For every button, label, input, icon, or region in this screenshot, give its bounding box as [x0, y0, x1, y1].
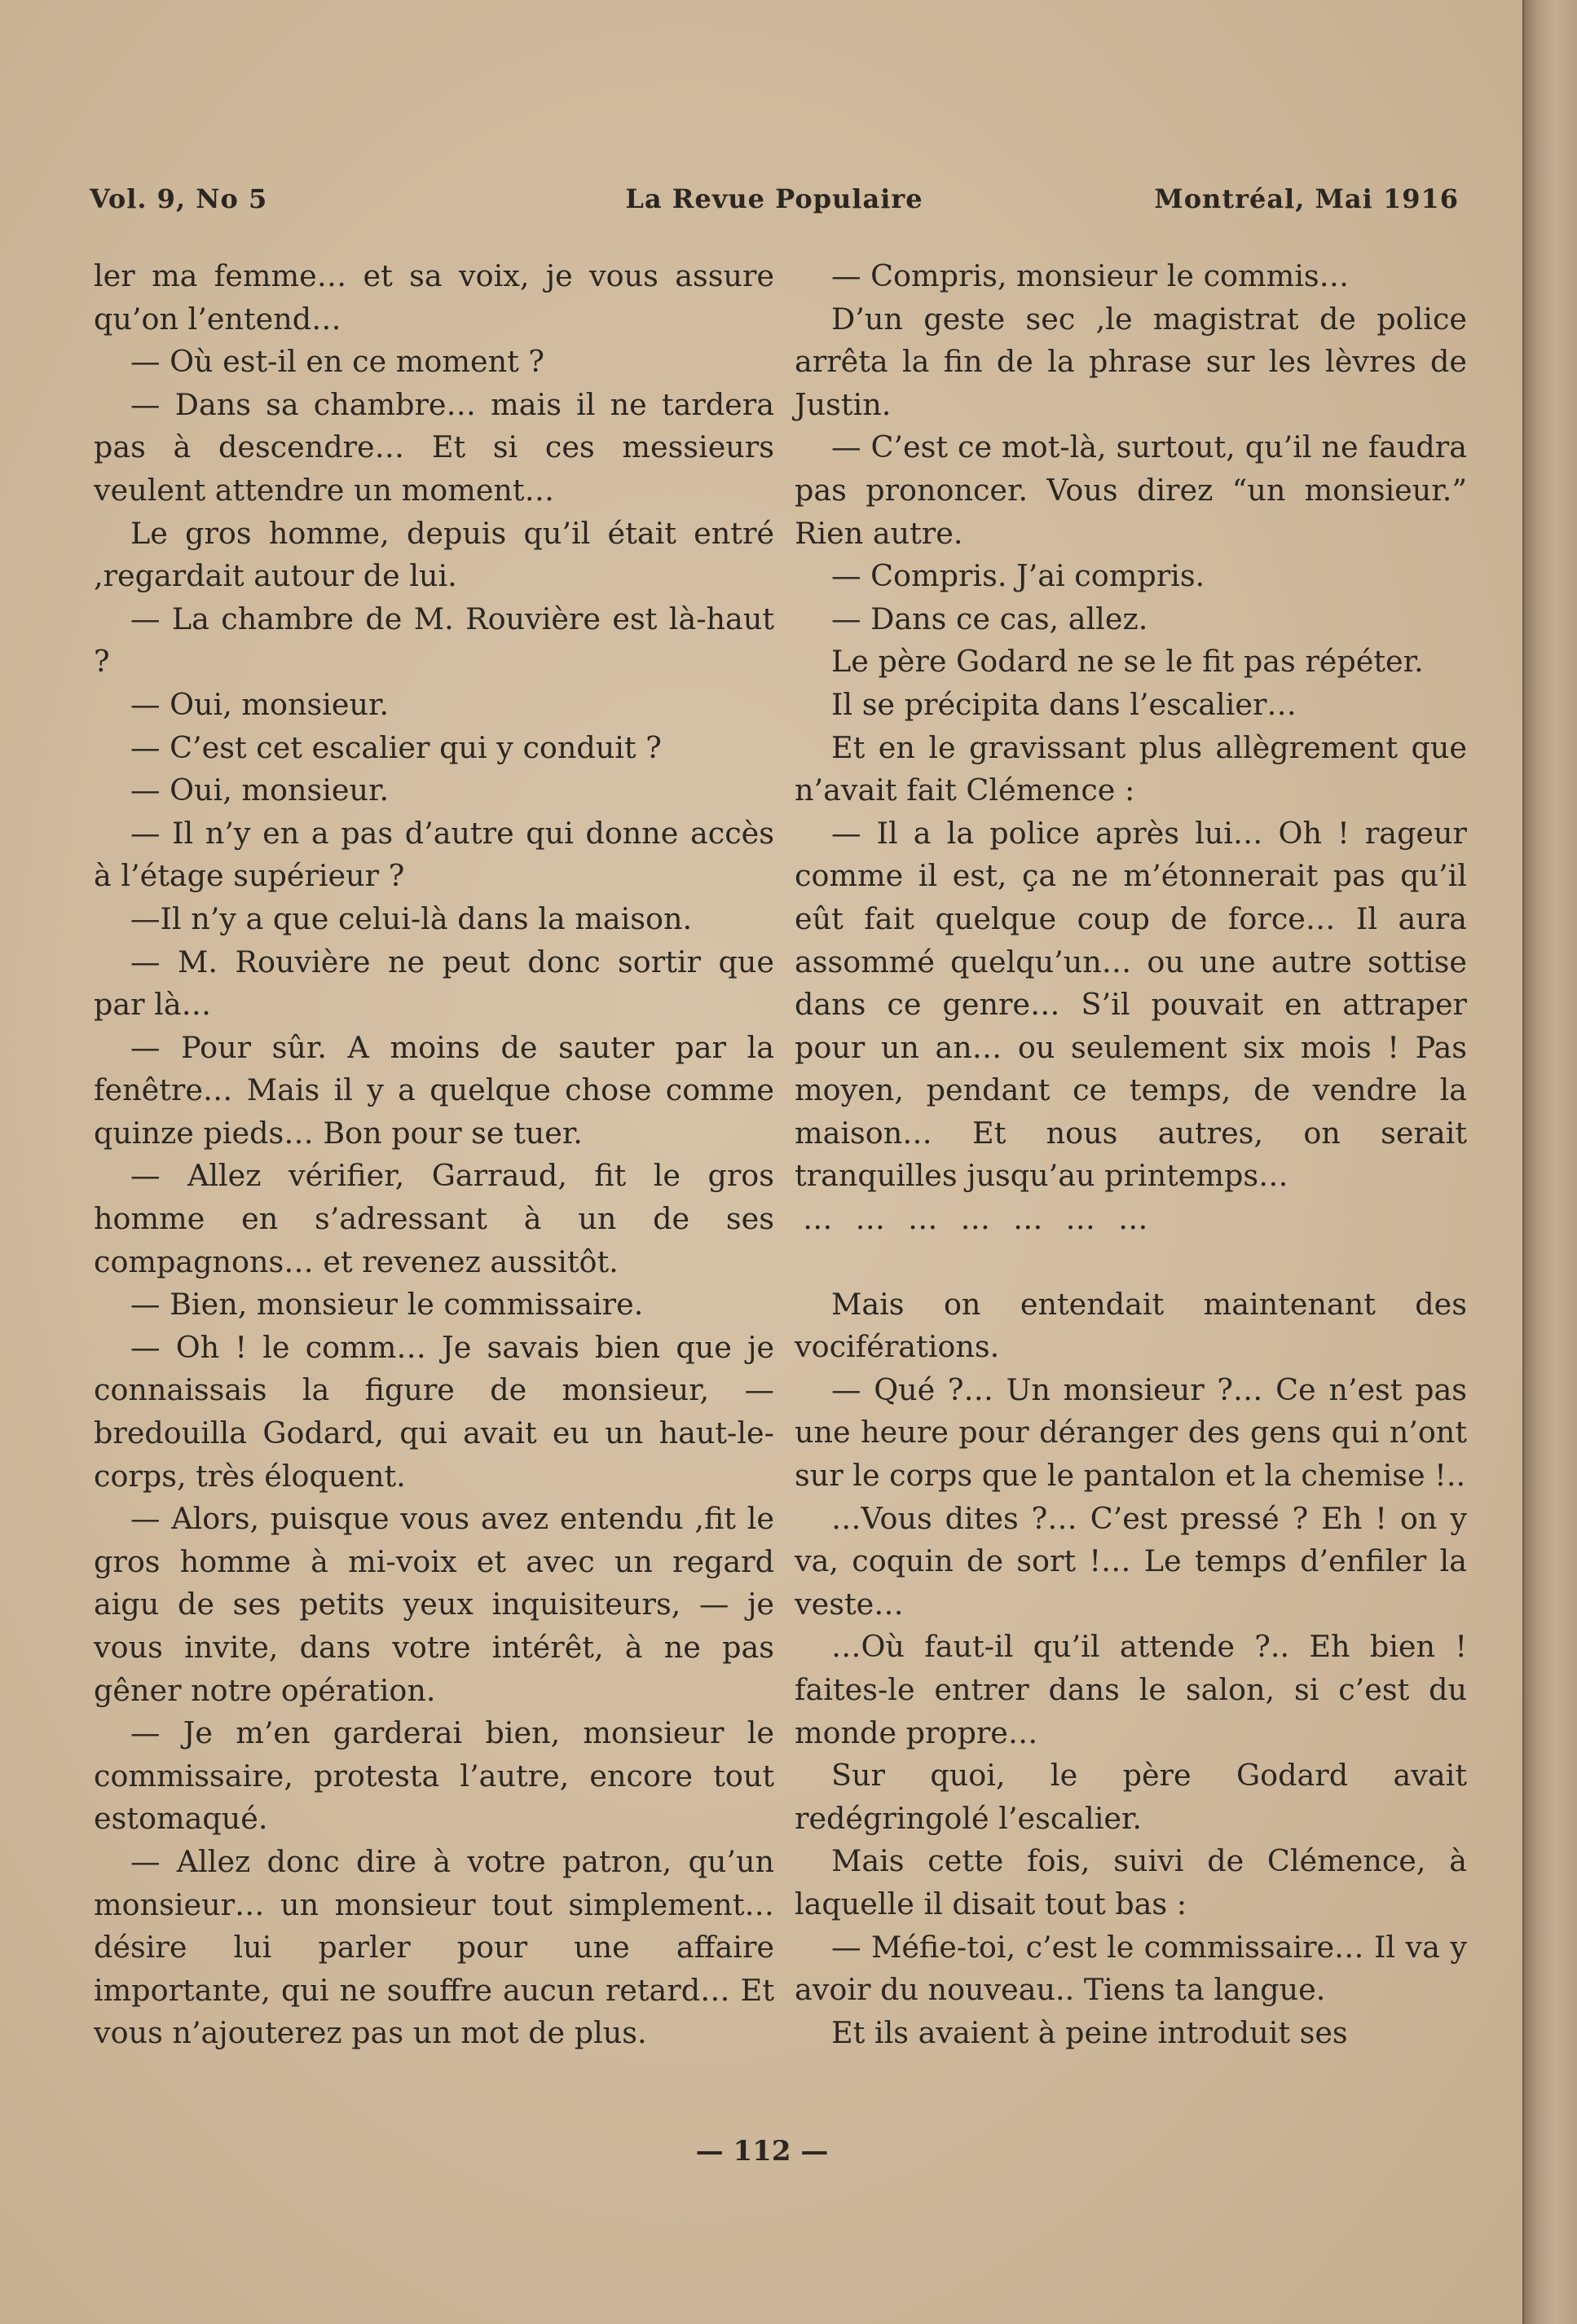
paragraph: Et en le gravissant plus allègrement que n’avait fait Clémence :	[795, 729, 1467, 808]
right-column	[795, 255, 1467, 2054]
left-column	[94, 255, 774, 2055]
section-gap	[795, 1241, 1467, 1283]
paragraph: ler ma femme… et sa voix, je vous assure qu’on l’entend…	[94, 258, 774, 337]
paragraph: Il se précipita dans l’escalier…	[831, 686, 1297, 722]
paragraph: Le père Godard ne se le fit pas répéter.	[831, 644, 1424, 680]
page-number: — 112 —	[695, 2135, 829, 2168]
paragraph: — Compris. J’ai compris.	[831, 558, 1205, 594]
paragraph: — Oui, monsieur.	[130, 686, 390, 722]
paragraph: — Dans ce cas, allez.	[831, 601, 1148, 636]
paragraph: — Dans sa chambre… mais il ne tardera pas à descendre… Et si ces messieurs veulent attendre un moment…	[94, 386, 774, 508]
paragraph: — Alors, puisque vous avez entendu ,fit le gros homme à mi-voix et avec un regard aigu de ses petits yeux inquisiteurs, — je vous invite, dans votre intérêt, à ne pas gêner notre opération.	[94, 1501, 774, 1708]
paragraph: —Il n’y a que celui-là dans la maison.	[130, 900, 693, 936]
place-date: Montréal, Mai 1916	[1154, 183, 1459, 214]
paragraph: Le gros homme, depuis qu’il était entré ,regardait autour de lui.	[94, 515, 774, 594]
paragraph: — Allez donc dire à votre patron, qu’un monsieur… un monsieur tout simplement… désire lui parler pour une affaire importante, qui ne souffre aucun retard… Et vous n’ajouterez pas un mot de plus.	[94, 1843, 774, 2051]
paragraph: …Vous dites ?… C’est pressé ? Eh ! on y va, coquin de sort !… Le temps d’enfiler la veste…	[795, 1500, 1467, 1622]
paragraph: Et ils avaient à peine introduit ses	[831, 2014, 1348, 2050]
volume-number: Vol. 9, No 5	[90, 183, 268, 214]
paragraph: — Qué ?… Un monsieur ?… Ce n’est pas une heure pour déranger des gens qui n’ont sur le corps que le pantalon et la chemise !..	[795, 1371, 1467, 1494]
journal-title: La Revue Populaire	[625, 183, 923, 214]
paragraph: — Je m’en garderai bien, monsieur le commissaire, protesta l’autre, encore tout estomaqué.	[94, 1715, 774, 1837]
paragraph: Sur quoi, le père Godard avait redégringolé l’escalier.	[795, 1758, 1467, 1836]
paragraph: — Oh ! le comm… Je savais bien que je connaissais la figure de monsieur, — bredouilla Godard, qui avait eu un haut-le-corps, très éloquent.	[94, 1329, 774, 1494]
paragraph: — Il n’y en a pas d’autre qui donne accès à l’étage supérieur ?	[94, 815, 774, 894]
paragraph: — La chambre de M. Rouvière est là-haut ?	[94, 601, 774, 680]
paragraph: — C’est cet escalier qui y conduit ?	[130, 729, 662, 765]
paragraph: — Allez vérifier, Garraud, fit le gros homme en s’adressant à un de ses compagnons… et revenez aussitôt.	[94, 1158, 774, 1279]
section-separator: …………………	[803, 1201, 1171, 1237]
paragraph: — Où est-il en ce moment ?	[130, 344, 544, 380]
paragraph: — Bien, monsieur le commissaire.	[130, 1287, 644, 1323]
paragraph: — M. Rouvière ne peut donc sortir que par là…	[94, 944, 774, 1023]
paragraph: — Il a la police après lui… Oh ! rageur comme il est, ça ne m’étonnerait pas qu’il eût fait quelque coup de force… Il aura assommé quelqu’un… ou une autre sottise dans ce genre… S’il pouvait en attraper pour un an… ou seulement six mois ! Pas moyen, pendant ce temps, de vendre la maison… Et nous autres, on serait tranquilles jusqu’au printemps…	[795, 815, 1467, 1194]
paragraph: …Où faut-il qu’il attende ?.. Eh bien ! faites-le entrer dans le salon, si c’est du monde propre…	[795, 1629, 1467, 1750]
paragraph: — C’est ce mot-là, surtout, qu’il ne faudra pas prononcer. Vous direz “un monsieur.” Rien autre.	[795, 429, 1467, 551]
paragraph: Mais on entendait maintenant des vociférations.	[795, 1286, 1467, 1365]
binding-spine	[1522, 0, 1577, 2324]
paragraph: — Oui, monsieur.	[130, 772, 390, 808]
paragraph: Mais cette fois, suivi de Clémence, à laquelle il disait tout bas :	[795, 1843, 1467, 1921]
paragraph: — Pour sûr. A moins de sauter par la fenêtre… Mais il y a quelque chose comme quinze pieds… Bon pour se tuer.	[94, 1029, 774, 1151]
paragraph: — Compris, monsieur le commis…	[831, 258, 1350, 293]
paragraph: D’un geste sec ,le magistrat de police arrêta la fin de la phrase sur les lèvres de Justin.	[795, 301, 1467, 422]
paragraph: — Méfie-toi, c’est le commissaire… Il va y avoir du nouveau.. Tiens ta langue.	[795, 1929, 1467, 2008]
running-header	[90, 183, 1459, 216]
